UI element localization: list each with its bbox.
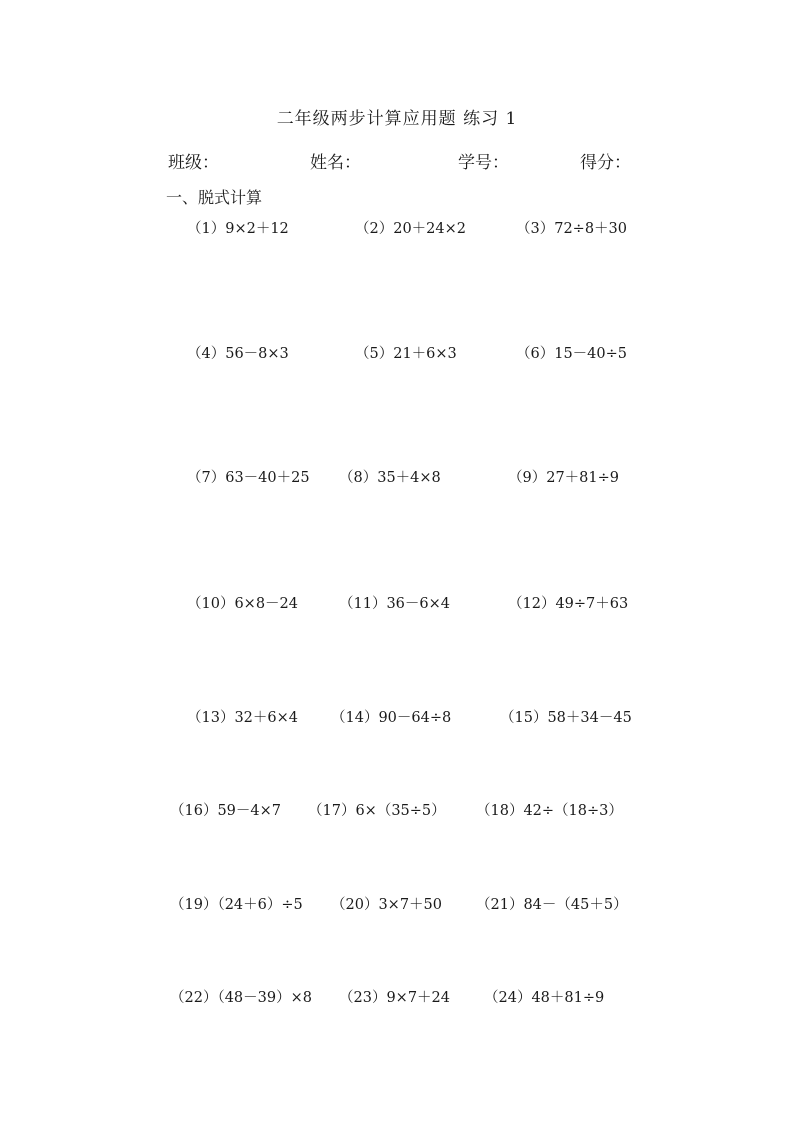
problem-3: （3）72÷8＋30	[516, 221, 628, 237]
problem-21: （21）84－（45＋5）	[476, 897, 628, 913]
problem-23: （23）9×7＋24	[339, 990, 451, 1006]
problem-22: （22）（48－39）×8	[170, 990, 312, 1006]
class-label: 班级：	[168, 153, 219, 173]
problem-18: （18）42÷（18÷3）	[476, 803, 623, 819]
problem-5: （5）21＋6×3	[355, 346, 457, 362]
problem-8: （8）35＋4×8	[339, 470, 441, 486]
problem-12: （12）49÷7＋63	[508, 596, 629, 612]
problem-13: （13）32＋6×4	[187, 710, 299, 726]
problem-15: （15）58＋34－45	[500, 710, 632, 726]
problem-2: （2）20＋24×2	[355, 221, 467, 237]
problem-19: （19）（24＋6）÷5	[170, 897, 303, 913]
problem-4: （4）56－8×3	[187, 346, 289, 362]
problem-17: （17）6×（35÷5）	[308, 803, 446, 819]
problem-24: （24）48＋81÷9	[484, 990, 605, 1006]
problem-11: （11）36－6×4	[339, 596, 451, 612]
name-label: 姓名：	[310, 153, 361, 173]
problem-10: （10）6×8－24	[187, 596, 299, 612]
problem-6: （6）15－40÷5	[516, 346, 628, 362]
section-heading: 一、脱式计算	[166, 188, 263, 207]
problem-9: （9）27＋81÷9	[508, 470, 620, 486]
score-label: 得分：	[580, 153, 631, 173]
problem-14: （14）90－64÷8	[331, 710, 452, 726]
problem-7: （7）63－40＋25	[187, 470, 310, 486]
page-title: 二年级两步计算应用题 练习 1	[276, 109, 518, 129]
problem-20: （20）3×7＋50	[331, 897, 443, 913]
problem-16: （16）59－4×7	[170, 803, 282, 819]
student-id-label: 学号：	[458, 153, 509, 173]
problem-1: （1）9×2＋12	[187, 221, 289, 237]
